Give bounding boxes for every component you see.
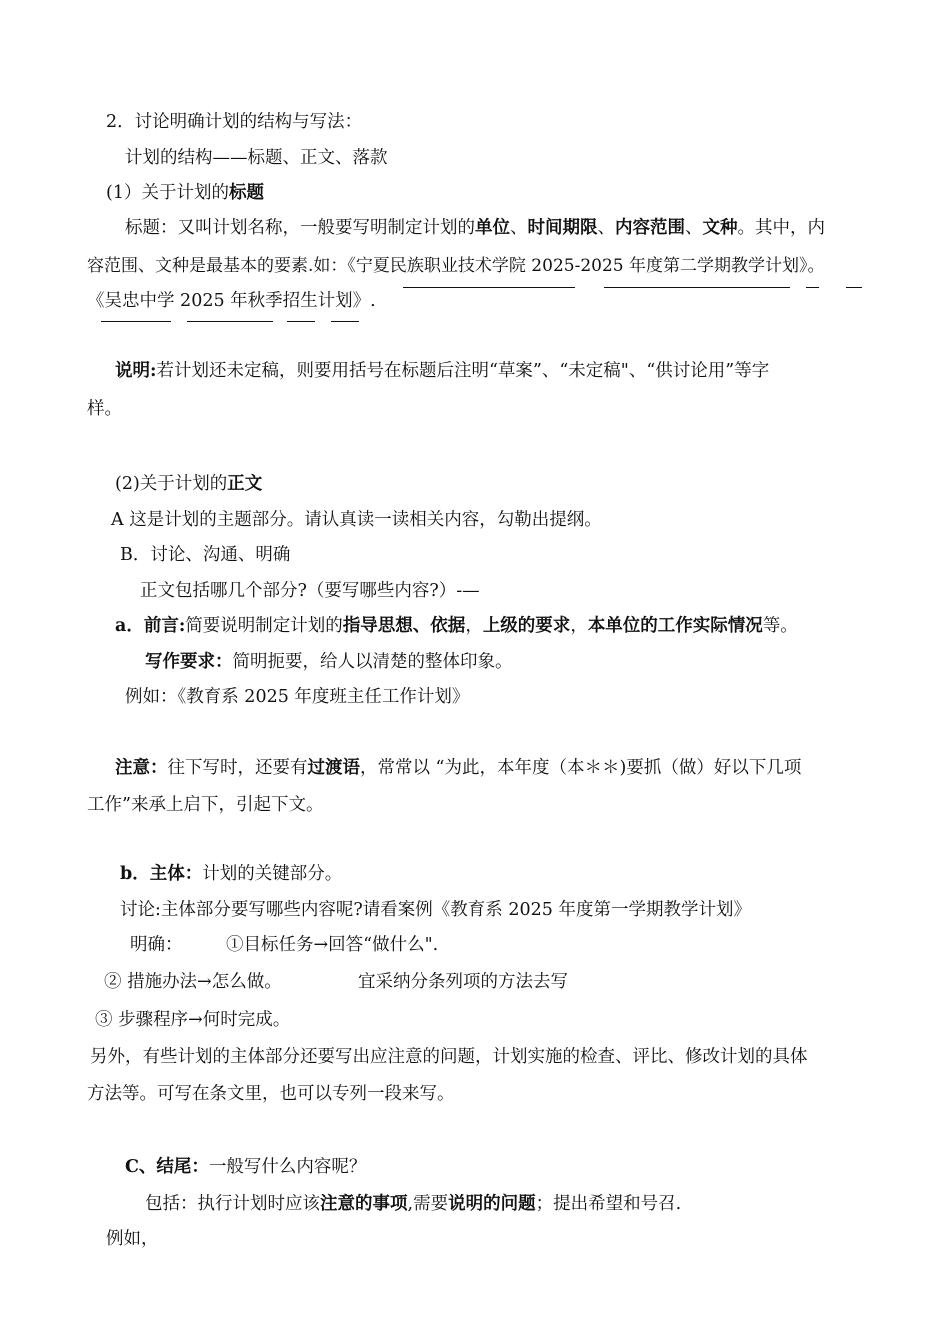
title-desc-sep3: 、 xyxy=(685,218,703,238)
part-1-heading xyxy=(106,181,264,205)
part-2-prefix: (2)关于计划的 xyxy=(115,474,228,494)
note-line2: 样。 xyxy=(87,399,122,419)
preface-line xyxy=(115,614,798,638)
main-body-extra-line1: 另外，有些计划的主体部分还要写出应注意的问题，计划实施的检查、评比、修改计划的具体 xyxy=(90,1047,808,1067)
title-desc-sep1: 、 xyxy=(510,218,528,238)
underline xyxy=(604,287,790,288)
note-text: 若计划还未定稿，则要用括号在标题后注明“草案”、“未定稿"、“供讨论用”等字 xyxy=(156,361,770,381)
body-item-a: A 这是计划的主题部分。请认真读一读相关内容，勾勒出提纲。 xyxy=(111,510,602,530)
preface-text4: 等。 xyxy=(762,616,798,636)
preface-text3: ， xyxy=(570,616,588,636)
attention-line2: 工作”来承上启下，引起下文。 xyxy=(87,795,324,815)
part-2-bold: 正文 xyxy=(227,474,263,494)
example-line: 例如：《教育系 2025 年度班主任工作计划》 xyxy=(125,687,470,707)
clarify-item-1: ①目标任务→回答“做什么". xyxy=(226,935,439,955)
ending-incl-a: 包括：执行计划时应该 xyxy=(145,1194,320,1214)
attention-text2: ，常常以 “为此，本年度（本＊＊)要抓（做）好以下几项 xyxy=(360,758,802,778)
title-desc-genre: 文种 xyxy=(702,218,738,238)
main-body-extra-line2: 方法等。可写在条文里，也可以专列一段来写。 xyxy=(87,1084,455,1104)
writing-req-text: 简明扼要，给人以清楚的整体印象。 xyxy=(232,652,513,672)
part-1-bold: 标题 xyxy=(228,183,264,203)
title-desc-unit: 单位 xyxy=(475,218,510,238)
body-item-b: B．讨论、沟通、明确 xyxy=(120,545,291,565)
main-body-heading xyxy=(120,862,342,886)
title-description-line3: 《吴忠中学 2025 年秋季招生计划》. xyxy=(87,291,376,311)
attention-bold1: 过渡语 xyxy=(307,758,360,778)
attention-line1 xyxy=(115,756,801,780)
body-question: 正文包括哪几个部分?（要写哪些内容?）-— xyxy=(140,581,480,601)
ending-heading xyxy=(125,1155,366,1179)
ending-incl-bold2: 说明的问题 xyxy=(448,1194,536,1214)
preface-text2: ， xyxy=(465,616,483,636)
underline xyxy=(187,321,273,322)
ending-example: 例如， xyxy=(106,1229,159,1249)
title-description-line1 xyxy=(125,216,825,240)
underline xyxy=(806,287,819,288)
preface-text1: 简要说明制定计划的 xyxy=(185,616,343,636)
underline xyxy=(331,321,359,322)
plan-structure-line: 计划的结构——标题、正文、落款 xyxy=(125,148,388,168)
note-line1 xyxy=(115,359,769,383)
clarify-label: 明确： xyxy=(130,935,183,955)
title-desc-scope: 内容范围 xyxy=(615,218,685,238)
writing-requirement xyxy=(145,650,513,674)
preface-bold1: 指导思想、依据 xyxy=(342,616,466,636)
part-2-heading xyxy=(115,472,262,496)
writing-req-label: 写作要求： xyxy=(145,652,233,672)
main-body-text: 计划的关键部分。 xyxy=(202,864,343,884)
title-desc-a: 标题：又叫计划名称，一般要写明制定计划的 xyxy=(125,218,475,238)
underline xyxy=(287,321,315,322)
clarify-item-2-note: 宜采纳分条列项的方法去写 xyxy=(358,972,568,992)
preface-bold2: 上级的要求 xyxy=(482,616,571,636)
section-2-title: 2．讨论明确计划的结构与写法： xyxy=(106,112,363,132)
ending-incl-d: ；提出希望和号召. xyxy=(535,1194,682,1214)
ending-text: 一般写什么内容呢？ xyxy=(208,1157,367,1177)
title-desc-time: 时间期限 xyxy=(527,218,598,238)
main-body-label: b．主体： xyxy=(120,864,203,884)
preface-label: a．前言: xyxy=(115,616,186,636)
underline xyxy=(846,287,862,288)
part-1-prefix: (1）关于计划的 xyxy=(106,183,229,203)
underline xyxy=(101,321,171,322)
title-desc-sep2: 、 xyxy=(597,218,615,238)
ending-label: C、结尾： xyxy=(125,1157,209,1177)
attention-text1: 往下写时，还要有 xyxy=(167,758,308,778)
ending-incl-bold1: 注意的事项 xyxy=(320,1194,408,1214)
title-description-line2: 容范围、文种是最基本的要素.如：《宁夏民族职业技术学院 2025-2025 年度第二学期教学计划》。 xyxy=(87,256,825,276)
note-label: 说明: xyxy=(115,361,157,381)
preface-bold3: 本单位的工作实际情况 xyxy=(587,616,763,636)
clarify-item-2: ② 措施办法→怎么做。 xyxy=(104,972,282,992)
clarify-item-3: ③ 步骤程序→何时完成。 xyxy=(95,1010,291,1030)
title-desc-c: 。其中，内 xyxy=(737,218,825,238)
ending-includes xyxy=(145,1192,681,1216)
attention-label: 注意： xyxy=(115,758,168,778)
main-body-discussion: 讨论:主体部分要写哪些内容呢?请看案例《教育系 2025 年度第一学期教学计划》 xyxy=(120,900,751,920)
ending-incl-c: ,需要 xyxy=(407,1194,449,1214)
underline xyxy=(403,287,575,288)
